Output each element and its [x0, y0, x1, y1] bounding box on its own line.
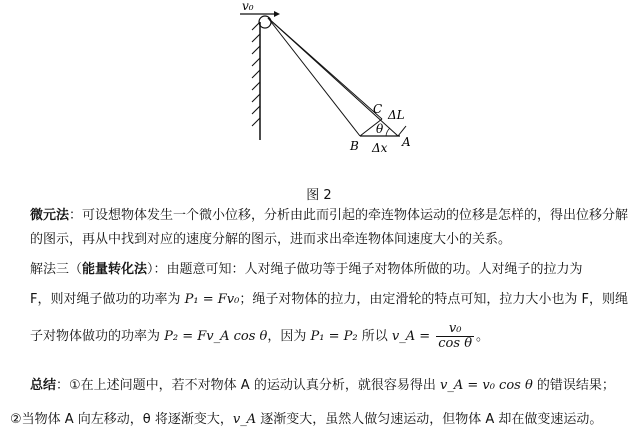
rope-to-C	[268, 18, 382, 119]
label-C: C	[373, 102, 383, 116]
pulley-diagram	[210, 0, 430, 180]
para6-formula: v_A	[232, 412, 257, 427]
para6-a: ②当物体 A 向左移动，θ 将逐渐变大，	[10, 412, 233, 427]
label-A: A	[402, 135, 411, 149]
theta-arc	[386, 128, 390, 136]
para3-formula: P₁ = Fv₀	[184, 292, 240, 307]
para4-c: 所以	[357, 329, 392, 344]
para4-a: 子对物体做功的功率为	[30, 329, 165, 344]
para4-formula2: P₁ = P₂	[310, 329, 358, 344]
para1-title: 微元法	[30, 208, 70, 223]
label-theta: θ	[376, 122, 384, 136]
para4-formula1: P₂ = Fv_A cos θ	[164, 329, 268, 344]
pulley	[259, 16, 271, 28]
fraction-denominator: cos θ	[438, 336, 473, 351]
label-B: B	[350, 139, 359, 153]
diagram-svg	[210, 0, 430, 180]
para3-b: ；绳子对物体的拉力，由定滑轮的特点可知，拉力大小也为 F，则绳	[239, 292, 628, 307]
para2-lead: 解法三（	[30, 262, 83, 277]
para-power-object	[30, 322, 630, 351]
label-dx: Δx	[372, 141, 388, 155]
wall-hatching	[252, 22, 260, 126]
para4-formula3: v_A =	[391, 329, 431, 344]
para5-b: 的错误结果；	[532, 378, 615, 393]
para5-title: 总结	[30, 378, 57, 393]
para5-a: ：①在上述问题中，若不对物体 A 的运动认真分析，就很容易得出	[56, 378, 440, 393]
para2-title: 能量转化法	[82, 262, 148, 277]
velocity-arrowhead	[274, 11, 280, 17]
para5-formula: v_A = v₀ cos θ	[439, 378, 533, 393]
para3-a: F，则对绳子做功的功率为	[30, 292, 185, 307]
para-summary	[30, 374, 630, 398]
para-solution3	[30, 258, 630, 282]
para4-end: 。	[476, 329, 490, 344]
rope-to-B	[268, 18, 360, 136]
para2-rest: ）：由题意可知：人对绳子做功等于绳子对物体所做的功。人对绳子的拉力为	[147, 262, 583, 277]
figure-caption: 图 2	[306, 188, 332, 203]
para1-text: ：可设想物体发生一个微小位移，分析由此而引起的牵连物体运动的位移是怎样的，得出位移分解的图示，再从中找到对应的速度分解的图示，进而求出牵连物体间速度大小的关系。	[30, 208, 629, 247]
fraction-numerator: v₀	[436, 322, 474, 337]
label-dL: ΔL	[388, 108, 405, 122]
para-micro-element	[30, 204, 630, 252]
velocity-fraction	[436, 322, 474, 351]
para6-b: 逐渐变大，虽然人做匀速运动，但物体 A 却在做变速运动。	[256, 412, 603, 427]
para4-b: ，因为	[267, 329, 311, 344]
label-v0: v₀	[242, 0, 254, 13]
para-power-rope	[30, 288, 630, 312]
para-summary-2	[10, 408, 610, 432]
